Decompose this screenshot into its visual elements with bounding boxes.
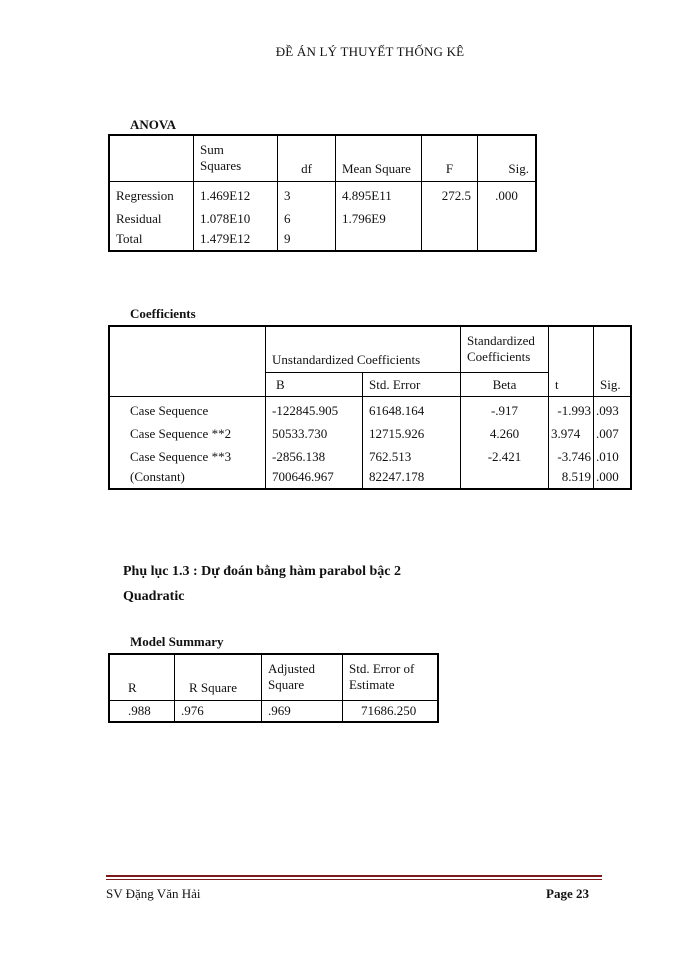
- appendix-subheading: Quadratic: [123, 589, 185, 604]
- ms-adj-header-line1: Adjusted: [268, 661, 315, 677]
- coef-cell-sig: .093: [596, 403, 619, 418]
- coef-row-label: Case Sequence **3: [109, 442, 266, 465]
- footer-rule-thick: [106, 875, 602, 877]
- coef-corner-cell: [109, 326, 266, 396]
- coef-cell-beta: -2.421: [461, 442, 549, 465]
- anova-ss-header: [194, 135, 278, 181]
- coef-cell-sig: .010: [596, 449, 619, 464]
- anova-cell-sig: [478, 204, 537, 227]
- anova-header-row: [109, 135, 536, 181]
- ms-se-header: [343, 654, 439, 700]
- anova-cell-df: 3: [278, 181, 336, 204]
- coef-row: [109, 419, 631, 442]
- coef-cell-b: 50533.730: [266, 419, 363, 442]
- ms-cell-rsq: .976: [175, 700, 262, 722]
- footer-page-number: Page 23: [546, 886, 589, 901]
- appendix-heading: Phụ lục 1.3 : Dự đoán bằng hàm parabol bậc 2: [123, 564, 401, 579]
- coef-cell-se: 762.513: [363, 442, 461, 465]
- ms-se-header-line1: Std. Error of: [349, 661, 415, 677]
- coef-row-label: (Constant): [109, 465, 266, 489]
- anova-cell-ms: 4.895E11: [336, 181, 422, 204]
- anova-ms-header: Mean Square: [336, 135, 422, 181]
- ms-r-header: R: [109, 654, 175, 700]
- anova-cell-f: [422, 204, 478, 227]
- anova-cell-ss: 1.078E10: [194, 204, 278, 227]
- ms-adj-header: [262, 654, 343, 700]
- coef-header-row-1: [109, 326, 631, 372]
- coef-se-header: Std. Error: [363, 372, 461, 396]
- model-summary-row: [109, 700, 438, 722]
- anova-f-header: F: [422, 135, 478, 181]
- coef-row: [109, 465, 631, 489]
- coef-row: [109, 442, 631, 465]
- anova-cell-f: 272.5: [422, 181, 478, 204]
- anova-sig-header: Sig.: [478, 135, 537, 181]
- coef-std-header-line2: Coefficients: [467, 349, 531, 365]
- coefficients-title: Coefficients: [130, 306, 196, 321]
- coef-std-header: [461, 326, 549, 372]
- ms-adj-header-line2: Square: [268, 677, 305, 693]
- anova-row-regression: [109, 181, 536, 204]
- anova-row-label: Regression: [109, 181, 194, 204]
- anova-cell-ms: 1.796E9: [336, 204, 422, 227]
- model-summary-table: [108, 653, 439, 723]
- coef-row-label: Case Sequence: [109, 396, 266, 419]
- coef-cell-se: 82247.178: [363, 465, 461, 489]
- coefficients-table: [108, 325, 632, 490]
- ms-cell-r: .988: [109, 700, 175, 722]
- anova-row-total: [109, 227, 536, 251]
- anova-cell-df: 9: [278, 227, 336, 251]
- coef-cell-beta: [461, 465, 549, 489]
- anova-cell-ss: 1.469E12: [194, 181, 278, 204]
- coef-cell-sig: .007: [596, 426, 619, 441]
- anova-title: ANOVA: [130, 117, 176, 132]
- coef-row: [109, 396, 631, 419]
- coef-cell-b: -122845.905: [266, 396, 363, 419]
- coef-cell-t: 3.974: [549, 419, 594, 442]
- coef-cell-beta: 4.260: [461, 419, 549, 442]
- coef-unstd-header: Unstandardized Coefficients: [266, 326, 461, 372]
- coef-t-header: t: [549, 372, 594, 396]
- anova-cell-ss: 1.479E12: [194, 227, 278, 251]
- ms-cell-se: 71686.250: [361, 703, 417, 718]
- anova-ss-header-line2: Squares: [200, 158, 242, 174]
- anova-row-residual: [109, 204, 536, 227]
- footer-author: SV Đặng Văn Hải: [106, 886, 201, 901]
- anova-cell-sig: [478, 227, 537, 251]
- coef-std-header-line1: Standardized: [467, 333, 535, 349]
- page-header-title: ĐỀ ÁN LÝ THUYẾT THỐNG KÊ: [275, 44, 465, 59]
- coef-b-header: B: [266, 372, 363, 396]
- anova-cell-df: 6: [278, 204, 336, 227]
- coef-cell-t: 8.519: [549, 465, 594, 489]
- anova-cell-sig: .000: [495, 188, 518, 203]
- coef-cell-se: 61648.164: [363, 396, 461, 419]
- coef-cell-t: -3.746: [549, 442, 594, 465]
- model-summary-header-row: [109, 654, 438, 700]
- coef-cell-se: 12715.926: [363, 419, 461, 442]
- anova-row-label: Total: [109, 227, 194, 251]
- anova-df-header: df: [278, 135, 336, 181]
- anova-corner-cell: [109, 135, 194, 181]
- anova-cell-f: [422, 227, 478, 251]
- coef-sig-header-spacer: [594, 326, 632, 372]
- anova-cell-ms: [336, 227, 422, 251]
- ms-rsq-header: R Square: [175, 654, 262, 700]
- coef-cell-sig: .000: [596, 469, 619, 484]
- coef-row-label: Case Sequence **2: [109, 419, 266, 442]
- coef-cell-b: 700646.967: [266, 465, 363, 489]
- model-summary-title: Model Summary: [130, 634, 224, 649]
- coef-cell-b: -2856.138: [266, 442, 363, 465]
- coef-t-header-spacer: [549, 326, 594, 372]
- anova-row-label: Residual: [109, 204, 194, 227]
- ms-se-header-line2: Estimate: [349, 677, 395, 693]
- anova-ss-header-line1: Sum: [200, 142, 224, 158]
- ms-cell-adj: .969: [262, 700, 343, 722]
- coef-sig-header: Sig.: [594, 372, 632, 396]
- footer-rule-thin: [106, 879, 602, 880]
- coef-beta-header: Beta: [461, 372, 549, 396]
- anova-table: [108, 134, 537, 252]
- coef-cell-t: -1.993: [549, 396, 594, 419]
- coef-cell-beta: -.917: [461, 396, 549, 419]
